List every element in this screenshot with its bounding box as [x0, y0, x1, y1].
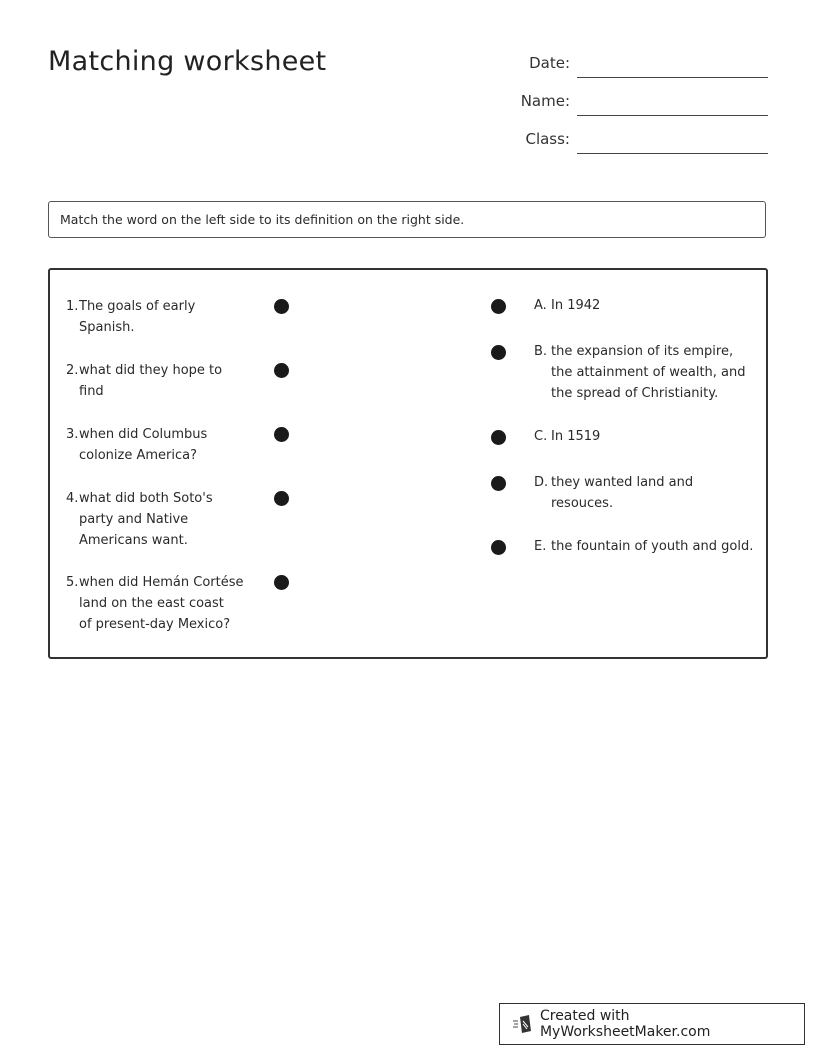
class-line[interactable] — [577, 153, 768, 154]
question-line: find — [79, 384, 104, 399]
question-number: 1. — [66, 299, 79, 314]
question-3-dot[interactable] — [274, 427, 289, 442]
matching-box — [48, 268, 768, 659]
name-line[interactable] — [577, 115, 768, 116]
answer-e-dot[interactable] — [491, 540, 506, 555]
answer-line: the expansion of its empire, — [551, 344, 734, 359]
question-line: of present-day Mexico? — [79, 617, 231, 632]
date-line[interactable] — [577, 77, 768, 78]
question-line: when did Columbus — [79, 427, 208, 442]
answer-a-dot[interactable] — [491, 299, 506, 314]
question-line: what did both Soto's — [79, 491, 213, 506]
instructions-box: Match the word on the left side to its definition on the right side. — [48, 201, 766, 238]
question-line: The goals of early — [79, 299, 196, 314]
footer-badge[interactable] — [499, 1003, 805, 1045]
question-1-dot[interactable] — [274, 299, 289, 314]
answer-line: In 1519 — [551, 429, 601, 444]
question-line: Americans want. — [79, 533, 188, 548]
question-number: 3. — [66, 427, 79, 442]
answer-letter: A. — [534, 298, 547, 313]
answer-line: they wanted land and — [551, 475, 694, 490]
question-1 — [66, 296, 256, 338]
question-5-dot[interactable] — [274, 575, 289, 590]
answer-letter: C. — [534, 429, 548, 444]
question-line: land on the east coast — [79, 596, 224, 611]
question-line: colonize America? — [79, 448, 197, 463]
answer-letter: D. — [534, 475, 549, 490]
question-number: 4. — [66, 491, 79, 506]
date-field[interactable] — [500, 48, 768, 78]
class-label: Class: — [525, 130, 570, 148]
worksheet-maker-logo-icon — [512, 1013, 534, 1035]
answer-line: the spread of Christianity. — [551, 386, 719, 401]
question-2-dot[interactable] — [274, 363, 289, 378]
date-label: Date: — [529, 54, 570, 72]
name-field[interactable] — [500, 86, 768, 116]
class-field[interactable] — [500, 124, 768, 154]
answer-line: resouces. — [551, 496, 614, 511]
answer-b-dot[interactable] — [491, 345, 506, 360]
question-line: party and Native — [79, 512, 189, 527]
question-line: Spanish. — [79, 320, 135, 335]
answer-b — [534, 341, 756, 404]
answer-c — [534, 426, 756, 447]
answer-d — [534, 472, 756, 514]
question-2 — [66, 360, 256, 402]
question-number: 2. — [66, 363, 79, 378]
answer-line: the attainment of wealth, and — [551, 365, 746, 380]
question-4 — [66, 488, 256, 551]
page-title: Matching worksheet — [48, 46, 327, 77]
question-4-dot[interactable] — [274, 491, 289, 506]
question-5 — [66, 572, 256, 635]
question-line: when did Hemán Cortése — [79, 575, 244, 590]
footer-text: Created with MyWorksheetMaker.com — [539, 1008, 711, 1040]
question-number: 5. — [66, 575, 79, 590]
answer-d-dot[interactable] — [491, 476, 506, 491]
name-label: Name: — [520, 92, 570, 110]
answer-line: the fountain of youth and gold. — [551, 539, 754, 554]
question-3 — [66, 424, 256, 466]
question-line: what did they hope to — [79, 363, 223, 378]
answer-e — [534, 536, 756, 557]
answer-a — [534, 295, 756, 316]
answer-letter: B. — [534, 344, 548, 359]
answer-c-dot[interactable] — [491, 430, 506, 445]
answer-line: In 1942 — [551, 298, 601, 313]
answer-letter: E. — [534, 539, 547, 554]
